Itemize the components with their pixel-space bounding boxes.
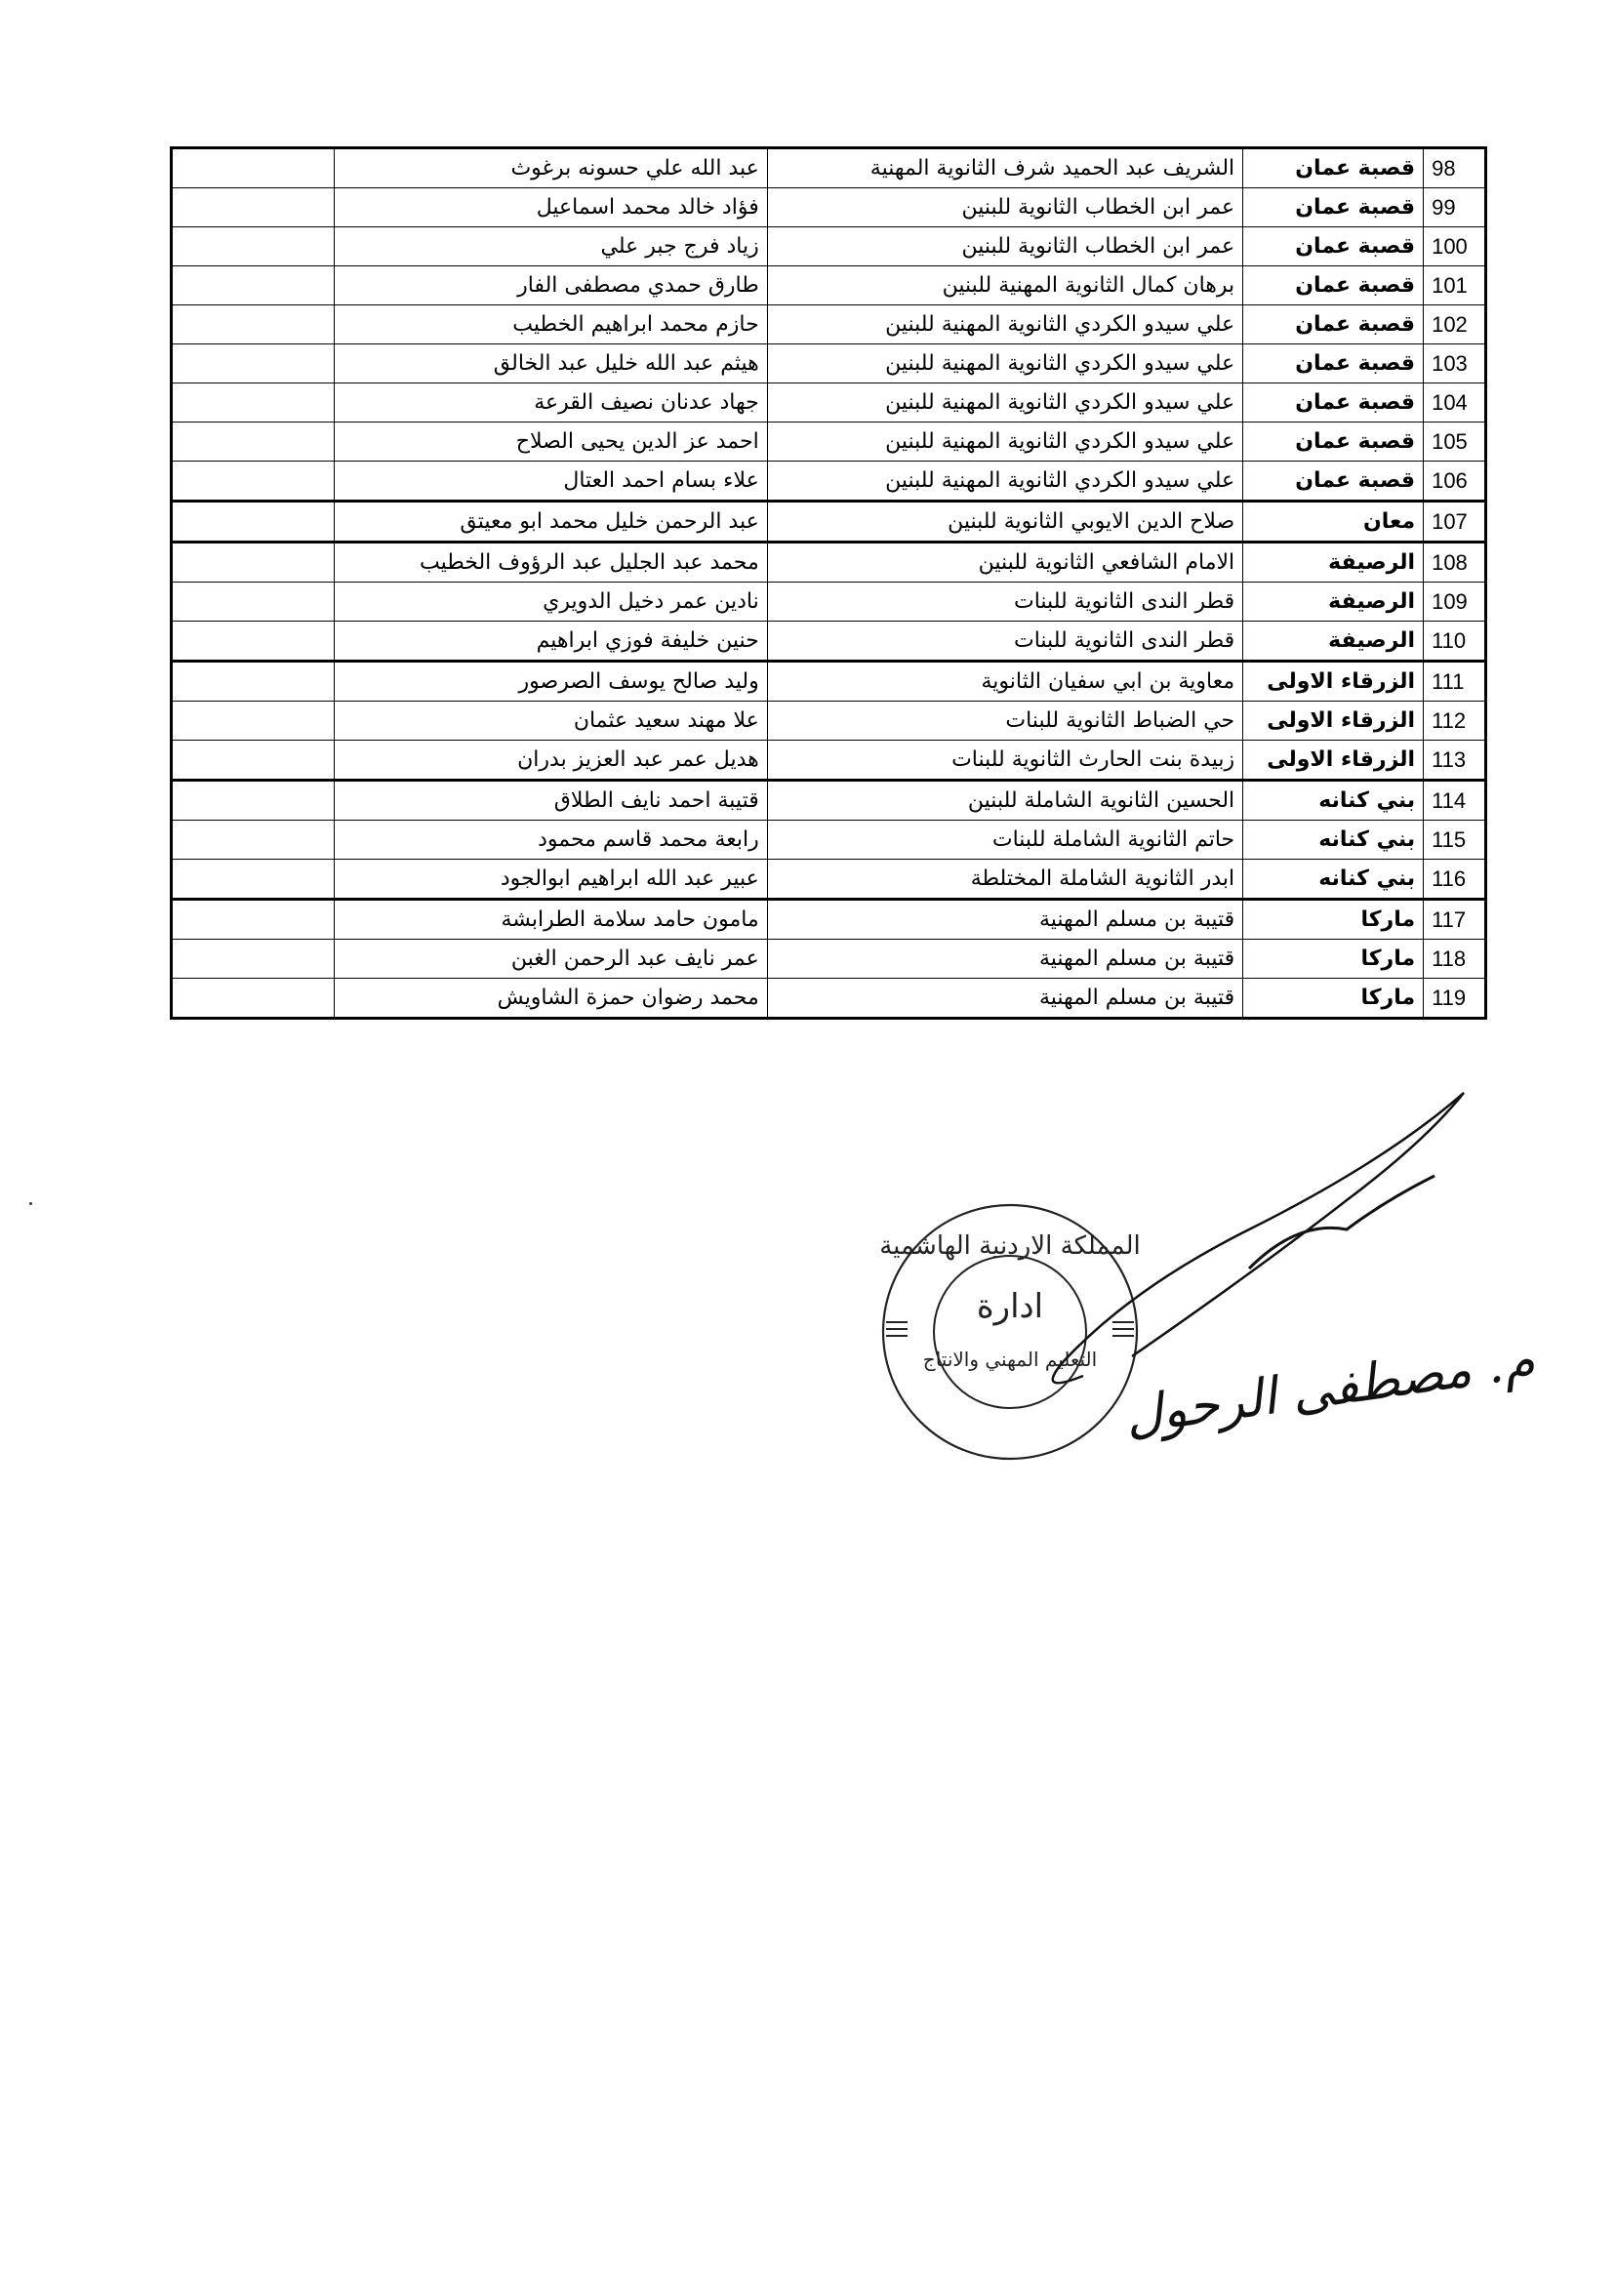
school-cell: حي الضباط الثانوية للبنات: [767, 702, 1242, 741]
school-cell: الشريف عبد الحميد شرف الثانوية المهنية: [767, 148, 1242, 188]
school-cell: علي سيدو الكردي الثانوية المهنية للبنين: [767, 423, 1242, 462]
school-cell: معاوية بن ابي سفيان الثانوية: [767, 662, 1242, 702]
school-cell: علي سيدو الكردي الثانوية المهنية للبنين: [767, 344, 1242, 383]
region-cell: الرصيفة: [1243, 583, 1424, 622]
name-cell: حنين خليفة فوزي ابراهيم: [334, 622, 767, 662]
table-row: [172, 543, 1486, 583]
school-cell: الحسين الثانوية الشاملة للبنين: [767, 781, 1242, 821]
table-row: [172, 741, 1486, 781]
school-cell: قتيبة بن مسلم المهنية: [767, 940, 1242, 979]
name-cell: زياد فرج جبر علي: [334, 227, 767, 266]
name-cell: علا مهند سعيد عثمان: [334, 702, 767, 741]
name-cell: جهاد عدنان نصيف القرعة: [334, 383, 767, 423]
region-cell: قصبة عمان: [1243, 305, 1424, 344]
blank-cell: [172, 622, 335, 662]
blank-cell: [172, 900, 335, 940]
region-cell: قصبة عمان: [1243, 344, 1424, 383]
roster-table: [170, 146, 1487, 1020]
table-row: [172, 462, 1486, 502]
row-number: 101: [1424, 266, 1486, 305]
region-cell: بني كنانه: [1243, 821, 1424, 860]
row-number: 119: [1424, 979, 1486, 1019]
school-cell: برهان كمال الثانوية المهنية للبنين: [767, 266, 1242, 305]
table-row: [172, 502, 1486, 543]
school-cell: عمر ابن الخطاب الثانوية للبنين: [767, 188, 1242, 227]
row-number: 112: [1424, 702, 1486, 741]
school-cell: حاتم الثانوية الشاملة للبنات: [767, 821, 1242, 860]
blank-cell: [172, 781, 335, 821]
table-row: [172, 266, 1486, 305]
blank-cell: [172, 741, 335, 781]
table-row: [172, 979, 1486, 1019]
blank-cell: [172, 860, 335, 900]
row-number: 98: [1424, 148, 1486, 188]
blank-cell: [172, 702, 335, 741]
blank-cell: [172, 148, 335, 188]
region-cell: قصبة عمان: [1243, 227, 1424, 266]
row-number: 105: [1424, 423, 1486, 462]
name-cell: قتيبة احمد نايف الطلاق: [334, 781, 767, 821]
row-number: 118: [1424, 940, 1486, 979]
name-cell: هيثم عبد الله خليل عبد الخالق: [334, 344, 767, 383]
region-cell: ماركا: [1243, 900, 1424, 940]
blank-cell: [172, 940, 335, 979]
row-number: 116: [1424, 860, 1486, 900]
name-cell: رابعة محمد قاسم محمود: [334, 821, 767, 860]
table-row: [172, 188, 1486, 227]
blank-cell: [172, 543, 335, 583]
school-cell: علي سيدو الكردي الثانوية المهنية للبنين: [767, 462, 1242, 502]
region-cell: قصبة عمان: [1243, 383, 1424, 423]
school-cell: ابدر الثانوية الشاملة المختلطة: [767, 860, 1242, 900]
table-row: [172, 227, 1486, 266]
blank-cell: [172, 188, 335, 227]
table-row: [172, 423, 1486, 462]
row-number: 107: [1424, 502, 1486, 543]
blank-cell: [172, 662, 335, 702]
school-cell: زبيدة بنت الحارث الثانوية للبنات: [767, 741, 1242, 781]
row-number: 114: [1424, 781, 1486, 821]
region-cell: الزرقاء الاولى: [1243, 662, 1424, 702]
blank-cell: [172, 383, 335, 423]
name-cell: حازم محمد ابراهيم الخطيب: [334, 305, 767, 344]
region-cell: بني كنانه: [1243, 860, 1424, 900]
region-cell: ماركا: [1243, 940, 1424, 979]
region-cell: قصبة عمان: [1243, 462, 1424, 502]
blank-cell: [172, 423, 335, 462]
table-row: [172, 940, 1486, 979]
name-cell: مامون حامد سلامة الطرابشة: [334, 900, 767, 940]
row-number: 115: [1424, 821, 1486, 860]
row-number: 103: [1424, 344, 1486, 383]
school-cell: علي سيدو الكردي الثانوية المهنية للبنين: [767, 383, 1242, 423]
region-cell: الرصيفة: [1243, 543, 1424, 583]
row-number: 99: [1424, 188, 1486, 227]
table-row: [172, 622, 1486, 662]
region-cell: بني كنانه: [1243, 781, 1424, 821]
blank-cell: [172, 583, 335, 622]
row-number: 111: [1424, 662, 1486, 702]
region-cell: معان: [1243, 502, 1424, 543]
blank-cell: [172, 979, 335, 1019]
region-cell: الرصيفة: [1243, 622, 1424, 662]
table-row: [172, 860, 1486, 900]
name-cell: عبد الرحمن خليل محمد ابو معيتق: [334, 502, 767, 543]
table-row: [172, 662, 1486, 702]
region-cell: قصبة عمان: [1243, 148, 1424, 188]
table-row: [172, 344, 1486, 383]
table-row: [172, 148, 1486, 188]
name-cell: علاء بسام احمد العتال: [334, 462, 767, 502]
name-cell: فؤاد خالد محمد اسماعيل: [334, 188, 767, 227]
stray-mark: [29, 1202, 32, 1205]
row-number: 106: [1424, 462, 1486, 502]
blank-cell: [172, 305, 335, 344]
school-cell: عمر ابن الخطاب الثانوية للبنين: [767, 227, 1242, 266]
school-cell: قتيبة بن مسلم المهنية: [767, 900, 1242, 940]
blank-cell: [172, 227, 335, 266]
table-row: [172, 781, 1486, 821]
name-cell: طارق حمدي مصطفى الفار: [334, 266, 767, 305]
row-number: 117: [1424, 900, 1486, 940]
blank-cell: [172, 502, 335, 543]
school-cell: قطر الندى الثانوية للبنات: [767, 583, 1242, 622]
table-row: [172, 821, 1486, 860]
stamp-bottom-text: التعليم المهني والانتاج: [922, 1348, 1098, 1371]
name-cell: نادين عمر دخيل الدويري: [334, 583, 767, 622]
stamp-center-text: ادارة: [976, 1287, 1044, 1326]
name-cell: عبد الله علي حسونه برغوث: [334, 148, 767, 188]
row-number: 104: [1424, 383, 1486, 423]
name-cell: احمد عز الدين يحيى الصلاح: [334, 423, 767, 462]
region-cell: قصبة عمان: [1243, 423, 1424, 462]
school-cell: قتيبة بن مسلم المهنية: [767, 979, 1242, 1019]
school-cell: صلاح الدين الايوبي الثانوية للبنين: [767, 502, 1242, 543]
row-number: 102: [1424, 305, 1486, 344]
stamp-and-signature: [839, 1083, 1539, 1493]
school-cell: علي سيدو الكردي الثانوية المهنية للبنين: [767, 305, 1242, 344]
name-cell: عبير عبد الله ابراهيم ابوالجود: [334, 860, 767, 900]
blank-cell: [172, 821, 335, 860]
row-number: 100: [1424, 227, 1486, 266]
table-row: [172, 305, 1486, 344]
table-row: [172, 383, 1486, 423]
table-row: [172, 583, 1486, 622]
table-row: [172, 900, 1486, 940]
blank-cell: [172, 344, 335, 383]
row-number: 109: [1424, 583, 1486, 622]
signature-text: م. مصطفى الرحول: [1121, 1331, 1539, 1447]
region-cell: قصبة عمان: [1243, 188, 1424, 227]
blank-cell: [172, 266, 335, 305]
name-cell: محمد رضوان حمزة الشاويش: [334, 979, 767, 1019]
name-cell: محمد عبد الجليل عبد الرؤوف الخطيب: [334, 543, 767, 583]
row-number: 113: [1424, 741, 1486, 781]
blank-cell: [172, 462, 335, 502]
stamp-top-text: المملكة الاردنية الهاشمية: [879, 1231, 1141, 1261]
row-number: 110: [1424, 622, 1486, 662]
table-row: [172, 702, 1486, 741]
name-cell: وليد صالح يوسف الصرصور: [334, 662, 767, 702]
roster-body: [172, 148, 1486, 1019]
name-cell: هديل عمر عبد العزيز بدران: [334, 741, 767, 781]
region-cell: الزرقاء الاولى: [1243, 741, 1424, 781]
row-number: 108: [1424, 543, 1486, 583]
region-cell: ماركا: [1243, 979, 1424, 1019]
school-cell: الامام الشافعي الثانوية للبنين: [767, 543, 1242, 583]
name-cell: عمر نايف عبد الرحمن الغبن: [334, 940, 767, 979]
region-cell: قصبة عمان: [1243, 266, 1424, 305]
region-cell: الزرقاء الاولى: [1243, 702, 1424, 741]
signature-strike: [1249, 1176, 1434, 1269]
school-cell: قطر الندى الثانوية للبنات: [767, 622, 1242, 662]
